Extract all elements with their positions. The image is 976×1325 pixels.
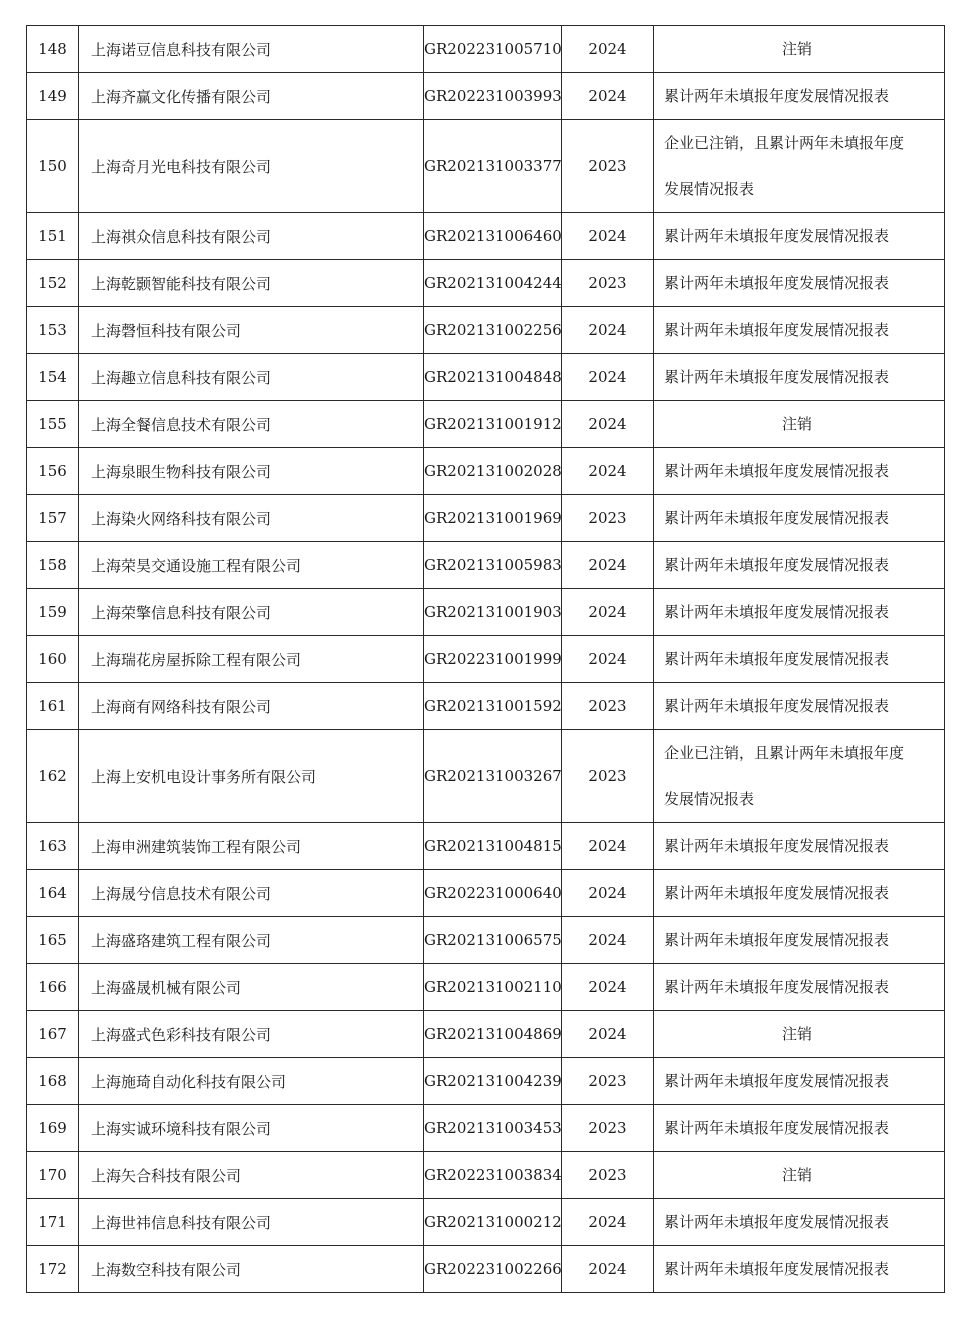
- reason-text: 累计两年未填报年度发展情况报表: [664, 87, 890, 105]
- table-row: [27, 823, 945, 870]
- certificate-number: GR202131001903: [424, 589, 562, 636]
- certificate-number: GR202131002028: [424, 448, 562, 495]
- certificate-number: GR202131004239: [424, 1058, 562, 1105]
- year: 2024: [562, 870, 654, 917]
- company-name: 上海乾颢智能科技有限公司: [79, 260, 424, 307]
- reason: [654, 636, 945, 683]
- reason: [654, 448, 945, 495]
- company-name: 上海染火网络科技有限公司: [79, 495, 424, 542]
- certificate-number: GR202131003377: [424, 120, 562, 213]
- reason: [654, 26, 945, 73]
- row-number: 156: [27, 448, 79, 495]
- table-row: [27, 542, 945, 589]
- table-row: [27, 683, 945, 730]
- table-row: [27, 120, 945, 213]
- reason: [654, 260, 945, 307]
- certificate-number: GR202131004815: [424, 823, 562, 870]
- year: 2024: [562, 917, 654, 964]
- reason-text: 累计两年未填报年度发展情况报表: [664, 1260, 890, 1278]
- table-row: [27, 1058, 945, 1105]
- reason-text: 累计两年未填报年度发展情况报表: [664, 368, 890, 386]
- table-row: [27, 260, 945, 307]
- year: 2024: [562, 964, 654, 1011]
- reason-text: 注销: [781, 40, 812, 58]
- company-name: 上海晟兮信息技术有限公司: [79, 870, 424, 917]
- row-number: 171: [27, 1199, 79, 1246]
- revocation-table: [26, 25, 945, 1293]
- table-row: [27, 1011, 945, 1058]
- reason-text: 累计两年未填报年度发展情况报表: [664, 884, 890, 902]
- table-row: [27, 917, 945, 964]
- row-number: 170: [27, 1152, 79, 1199]
- reason-text: 累计两年未填报年度发展情况报表: [664, 1119, 890, 1137]
- certificate-number: GR202231003993: [424, 73, 562, 120]
- reason-text: 累计两年未填报年度发展情况报表: [664, 603, 890, 621]
- row-number: 158: [27, 542, 79, 589]
- reason: [654, 823, 945, 870]
- reason: [654, 870, 945, 917]
- certificate-number: GR202131002256: [424, 307, 562, 354]
- company-name: 上海世祎信息科技有限公司: [79, 1199, 424, 1246]
- table-row: [27, 870, 945, 917]
- company-name: 上海泉眼生物科技有限公司: [79, 448, 424, 495]
- reason-text: 注销: [781, 415, 812, 433]
- year: 2024: [562, 1011, 654, 1058]
- reason: [654, 964, 945, 1011]
- year: 2023: [562, 260, 654, 307]
- table-body: [27, 26, 945, 1293]
- table-row: [27, 636, 945, 683]
- year: 2024: [562, 823, 654, 870]
- row-number: 159: [27, 589, 79, 636]
- reason: [654, 1105, 945, 1152]
- row-number: 154: [27, 354, 79, 401]
- reason: [654, 1152, 945, 1199]
- certificate-number: GR202131000212: [424, 1199, 562, 1246]
- year: 2024: [562, 448, 654, 495]
- certificate-number: GR202231002266: [424, 1246, 562, 1293]
- table-row: [27, 589, 945, 636]
- row-number: 169: [27, 1105, 79, 1152]
- company-name: 上海盛晟机械有限公司: [79, 964, 424, 1011]
- reason-text: 发展情况报表: [664, 790, 755, 808]
- row-number: 168: [27, 1058, 79, 1105]
- year: 2024: [562, 542, 654, 589]
- row-number: 151: [27, 213, 79, 260]
- reason-text: 累计两年未填报年度发展情况报表: [664, 650, 890, 668]
- reason: [654, 1011, 945, 1058]
- year: 2024: [562, 26, 654, 73]
- reason: [654, 1199, 945, 1246]
- reason-text: 累计两年未填报年度发展情况报表: [664, 556, 890, 574]
- table-row: [27, 307, 945, 354]
- year: 2023: [562, 120, 654, 213]
- table-row: [27, 73, 945, 120]
- row-number: 149: [27, 73, 79, 120]
- certificate-number: GR202231003834: [424, 1152, 562, 1199]
- year: 2024: [562, 73, 654, 120]
- company-name: 上海奇月光电科技有限公司: [79, 120, 424, 213]
- year: 2024: [562, 307, 654, 354]
- year: 2024: [562, 636, 654, 683]
- row-number: 157: [27, 495, 79, 542]
- company-name: 上海实诚环境科技有限公司: [79, 1105, 424, 1152]
- table-row: [27, 26, 945, 73]
- row-number: 161: [27, 683, 79, 730]
- company-name: 上海盛式色彩科技有限公司: [79, 1011, 424, 1058]
- reason-text: 累计两年未填报年度发展情况报表: [664, 227, 890, 245]
- certificate-number: GR202131003453: [424, 1105, 562, 1152]
- company-name: 上海齐赢文化传播有限公司: [79, 73, 424, 120]
- table-row: [27, 730, 945, 823]
- reason-text: 累计两年未填报年度发展情况报表: [664, 509, 890, 527]
- row-number: 167: [27, 1011, 79, 1058]
- year: 2024: [562, 1199, 654, 1246]
- company-name: 上海申洲建筑装饰工程有限公司: [79, 823, 424, 870]
- reason-text: 累计两年未填报年度发展情况报表: [664, 978, 890, 996]
- year: 2024: [562, 401, 654, 448]
- reason-text: 累计两年未填报年度发展情况报表: [664, 274, 890, 292]
- certificate-number: GR202231000640: [424, 870, 562, 917]
- certificate-number: GR202131003267: [424, 730, 562, 823]
- reason-text: 累计两年未填报年度发展情况报表: [664, 321, 890, 339]
- row-number: 153: [27, 307, 79, 354]
- year: 2023: [562, 1058, 654, 1105]
- company-name: 上海荣擎信息科技有限公司: [79, 589, 424, 636]
- company-name: 上海盛珞建筑工程有限公司: [79, 917, 424, 964]
- year: 2024: [562, 1246, 654, 1293]
- certificate-number: GR202231005710: [424, 26, 562, 73]
- table-row: [27, 1199, 945, 1246]
- company-name: 上海祺众信息科技有限公司: [79, 213, 424, 260]
- row-number: 172: [27, 1246, 79, 1293]
- year: 2023: [562, 683, 654, 730]
- table-row: [27, 401, 945, 448]
- certificate-number: GR202131002110: [424, 964, 562, 1011]
- row-number: 160: [27, 636, 79, 683]
- reason: [654, 683, 945, 730]
- certificate-number: GR202131006460: [424, 213, 562, 260]
- certificate-number: GR202131006575: [424, 917, 562, 964]
- table-row: [27, 964, 945, 1011]
- reason: [654, 120, 945, 213]
- reason-text: 累计两年未填报年度发展情况报表: [664, 462, 890, 480]
- reason-text: 累计两年未填报年度发展情况报表: [664, 1213, 890, 1231]
- table-row: [27, 1105, 945, 1152]
- certificate-number: GR202131005983: [424, 542, 562, 589]
- reason: [654, 542, 945, 589]
- certificate-number: GR202231001999: [424, 636, 562, 683]
- table-row: [27, 495, 945, 542]
- row-number: 150: [27, 120, 79, 213]
- reason: [654, 73, 945, 120]
- row-number: 163: [27, 823, 79, 870]
- year: 2023: [562, 495, 654, 542]
- reason: [654, 589, 945, 636]
- table-row: [27, 1152, 945, 1199]
- company-name: 上海趣立信息科技有限公司: [79, 354, 424, 401]
- company-name: 上海诺豆信息科技有限公司: [79, 26, 424, 73]
- row-number: 155: [27, 401, 79, 448]
- table-row: [27, 213, 945, 260]
- company-name: 上海上安机电设计事务所有限公司: [79, 730, 424, 823]
- company-name: 上海数空科技有限公司: [79, 1246, 424, 1293]
- table-row: [27, 1246, 945, 1293]
- reason: [654, 1058, 945, 1105]
- company-name: 上海施琦自动化科技有限公司: [79, 1058, 424, 1105]
- reason: [654, 730, 945, 823]
- reason-text: 累计两年未填报年度发展情况报表: [664, 697, 890, 715]
- reason: [654, 495, 945, 542]
- table-row: [27, 354, 945, 401]
- year: 2023: [562, 1152, 654, 1199]
- company-name: 上海瑞花房屋拆除工程有限公司: [79, 636, 424, 683]
- reason: [654, 354, 945, 401]
- certificate-number: GR202131001592: [424, 683, 562, 730]
- company-name: 上海荣昊交通设施工程有限公司: [79, 542, 424, 589]
- table-row: [27, 448, 945, 495]
- row-number: 152: [27, 260, 79, 307]
- certificate-number: GR202131004869: [424, 1011, 562, 1058]
- company-name: 上海商有网络科技有限公司: [79, 683, 424, 730]
- reason-text: 注销: [781, 1025, 812, 1043]
- certificate-number: GR202131001969: [424, 495, 562, 542]
- reason-text: 发展情况报表: [664, 180, 755, 198]
- certificate-number: GR202131004848: [424, 354, 562, 401]
- reason-text: 企业已注销，且累计两年未填报年度: [664, 134, 905, 152]
- reason: [654, 401, 945, 448]
- company-name: 上海全餐信息技术有限公司: [79, 401, 424, 448]
- certificate-number: GR202131004244: [424, 260, 562, 307]
- row-number: 165: [27, 917, 79, 964]
- reason-text: 累计两年未填报年度发展情况报表: [664, 931, 890, 949]
- reason-text: 注销: [781, 1166, 812, 1184]
- row-number: 162: [27, 730, 79, 823]
- reason-text: 累计两年未填报年度发展情况报表: [664, 837, 890, 855]
- year: 2024: [562, 213, 654, 260]
- reason: [654, 213, 945, 260]
- row-number: 148: [27, 26, 79, 73]
- row-number: 164: [27, 870, 79, 917]
- company-name: 上海磬恒科技有限公司: [79, 307, 424, 354]
- year: 2023: [562, 730, 654, 823]
- year: 2023: [562, 1105, 654, 1152]
- reason-text: 企业已注销，且累计两年未填报年度: [664, 744, 905, 762]
- company-name: 上海矢合科技有限公司: [79, 1152, 424, 1199]
- reason: [654, 307, 945, 354]
- year: 2024: [562, 354, 654, 401]
- row-number: 166: [27, 964, 79, 1011]
- reason: [654, 1246, 945, 1293]
- year: 2024: [562, 589, 654, 636]
- certificate-number: GR202131001912: [424, 401, 562, 448]
- reason-text: 累计两年未填报年度发展情况报表: [664, 1072, 890, 1090]
- reason: [654, 917, 945, 964]
